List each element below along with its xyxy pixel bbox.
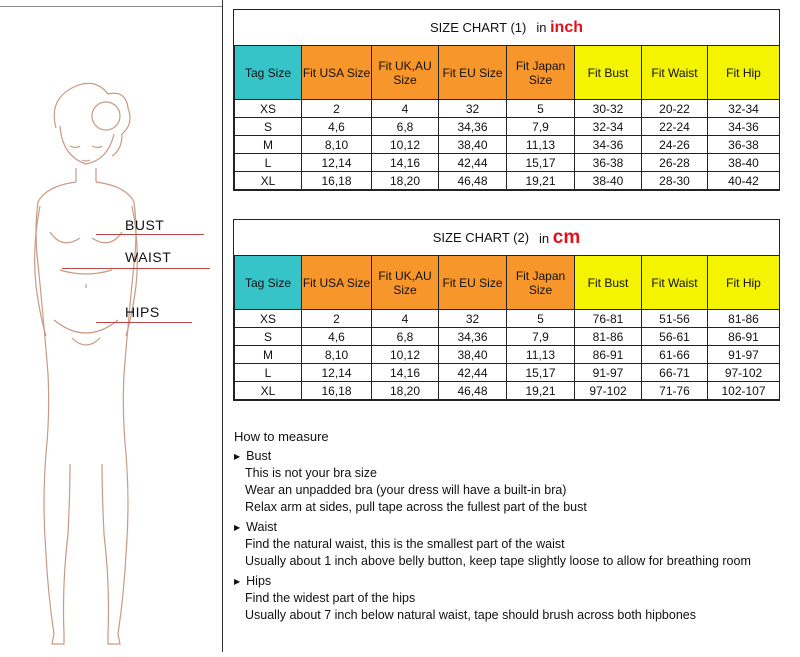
table-cell: 38-40 [708,154,780,172]
table-cell: 5 [507,100,575,118]
instruction-line: Usually about 7 inch below natural waist, tape should brush across both hipbones [245,608,696,622]
table-cell: 4,6 [302,328,372,346]
table-cell: 61-66 [642,346,708,364]
waist-label: WAIST [125,249,172,265]
table-cell: 2 [302,100,372,118]
header-cell: Fit Waist [642,256,708,310]
table-cell: 76-81 [575,310,642,328]
table-cell: M [235,346,302,364]
chart-title-text: SIZE CHART (2) [432,230,530,245]
triangle-bullet-icon: ▶ [234,523,241,532]
table-cell: 4,6 [302,118,372,136]
hips-line [96,322,192,323]
header-cell: Fit Bust [575,46,642,100]
table-cell: L [235,364,302,382]
table-cell: 32 [439,310,507,328]
bust-line [96,234,204,235]
triangle-bullet-icon: ▶ [234,452,241,461]
bust-label: BUST [125,217,165,233]
table-cell: XL [235,172,302,190]
table-cell: 11,13 [507,346,575,364]
table-cell: 18,20 [372,172,439,190]
table-cell: 71-76 [642,382,708,400]
section-heading: Waist [246,520,277,534]
table-cell: 5 [507,310,575,328]
unit-label: inch [550,18,583,36]
table-cell: 34-36 [575,136,642,154]
table-cell: 15,17 [507,154,575,172]
table-cell: 20-22 [642,100,708,118]
table-cell: 56-61 [642,328,708,346]
table-row [235,154,780,172]
section-heading: Bust [246,449,272,463]
table-cell: L [235,154,302,172]
header-cell: Fit Hip [708,46,780,100]
table-cell: 32-34 [708,100,780,118]
instruction-line: This is not your bra size [245,466,377,480]
table-cell: XL [235,382,302,400]
unit-prefix: in [536,19,547,35]
section-heading: Hips [246,574,272,588]
header-cell: Fit Bust [575,256,642,310]
table-row [235,118,780,136]
table-cell: M [235,136,302,154]
table-cell: 38-40 [575,172,642,190]
table-cell: 102-107 [708,382,780,400]
body-figure-illustration [0,0,222,652]
table-cell: 26-28 [642,154,708,172]
table-cell: 6,8 [372,118,439,136]
size-table-cm [234,255,780,400]
waist-line [62,268,210,269]
table-cell: 11,13 [507,136,575,154]
table-cell: 51-56 [642,310,708,328]
table-cell: 34,36 [439,328,507,346]
table-cell: 24-26 [642,136,708,154]
instruction-line: Usually about 1 inch above belly button, keep tape slightly loose to allow for breathing room [245,554,751,568]
table-row [235,328,780,346]
table-cell: 97-102 [708,364,780,382]
table-cell: 4 [372,100,439,118]
how-to-measure [234,428,794,624]
table-cell: S [235,118,302,136]
header-cell: Fit Waist [642,46,708,100]
vertical-divider [222,0,223,652]
size-chart-inch [233,9,780,191]
table-cell: 14,16 [372,154,439,172]
table-cell: 36-38 [575,154,642,172]
table-cell: 46,48 [439,382,507,400]
table-row [235,172,780,190]
header-cell: Fit UK,AU Size [372,256,439,310]
table-cell: 12,14 [302,154,372,172]
section-waist [234,519,794,570]
chart-unit [539,227,580,249]
howto-title: How to measure [234,429,329,444]
chart-unit [536,19,583,37]
table-cell: XS [235,310,302,328]
instruction-line: Find the natural waist, this is the smallest part of the waist [245,537,565,551]
table-cell: 32 [439,100,507,118]
instruction-line: Relax arm at sides, pull tape across the fullest part of the bust [245,500,587,514]
table-cell: 7,9 [507,328,575,346]
table-cell: 7,9 [507,118,575,136]
table-cell: 86-91 [575,346,642,364]
header-cell: Fit USA Size [302,256,372,310]
table-cell: 36-38 [708,136,780,154]
table-cell: 18,20 [372,382,439,400]
table-row [235,310,780,328]
table-cell: 10,12 [372,136,439,154]
hips-label: HIPS [125,304,160,320]
table-header-row [235,256,780,310]
table-cell: 66-71 [642,364,708,382]
instruction-line: Find the widest part of the hips [245,591,416,605]
chart-title-text: SIZE CHART (1) [430,20,527,35]
chart-title-cm [234,220,779,255]
table-cell: 81-86 [708,310,780,328]
header-cell: Fit Japan Size [507,256,575,310]
body-figure-panel [0,0,222,652]
table-cell: 42,44 [439,364,507,382]
table-cell: 38,40 [439,136,507,154]
table-cell: 10,12 [372,346,439,364]
table-cell: 30-32 [575,100,642,118]
table-cell: 40-42 [708,172,780,190]
header-cell: Fit USA Size [302,46,372,100]
table-cell: 8,10 [302,136,372,154]
table-cell: XS [235,100,302,118]
header-cell: Fit UK,AU Size [372,46,439,100]
table-cell: 81-86 [575,328,642,346]
unit-prefix: in [539,230,550,246]
table-cell: 28-30 [642,172,708,190]
table-row [235,136,780,154]
table-cell: 2 [302,310,372,328]
triangle-bullet-icon: ▶ [234,577,241,586]
table-header-row [235,46,780,100]
size-table-inch [234,45,780,190]
table-cell: 86-91 [708,328,780,346]
section-hips [234,573,794,624]
header-cell: Tag Size [235,46,302,100]
table-cell: 38,40 [439,346,507,364]
table-cell: 91-97 [575,364,642,382]
table-cell: 4 [372,310,439,328]
table-cell: 16,18 [302,172,372,190]
table-cell: 15,17 [507,364,575,382]
chart-title-inch [234,10,779,45]
table-row [235,346,780,364]
header-cell: Fit EU Size [439,46,507,100]
table-row [235,364,780,382]
table-cell: 16,18 [302,382,372,400]
table-cell: 46,48 [439,172,507,190]
header-cell: Tag Size [235,256,302,310]
unit-label: cm [552,226,581,248]
table-cell: 91-97 [708,346,780,364]
instruction-line: Wear an unpadded bra (your dress will have a built-in bra) [245,483,567,497]
header-cell: Fit Hip [708,256,780,310]
table-row [235,100,780,118]
table-cell: 19,21 [507,172,575,190]
size-chart-cm [233,219,780,401]
table-cell: 32-34 [575,118,642,136]
table-cell: 34,36 [439,118,507,136]
table-row [235,382,780,400]
table-cell: 34-36 [708,118,780,136]
table-cell: 97-102 [575,382,642,400]
table-cell: 42,44 [439,154,507,172]
section-bust [234,448,794,516]
table-cell: 6,8 [372,328,439,346]
table-cell: 8,10 [302,346,372,364]
header-cell: Fit EU Size [439,256,507,310]
table-cell: 19,21 [507,382,575,400]
header-cell: Fit Japan Size [507,46,575,100]
table-cell: 14,16 [372,364,439,382]
table-cell: 12,14 [302,364,372,382]
table-cell: 22-24 [642,118,708,136]
table-cell: S [235,328,302,346]
